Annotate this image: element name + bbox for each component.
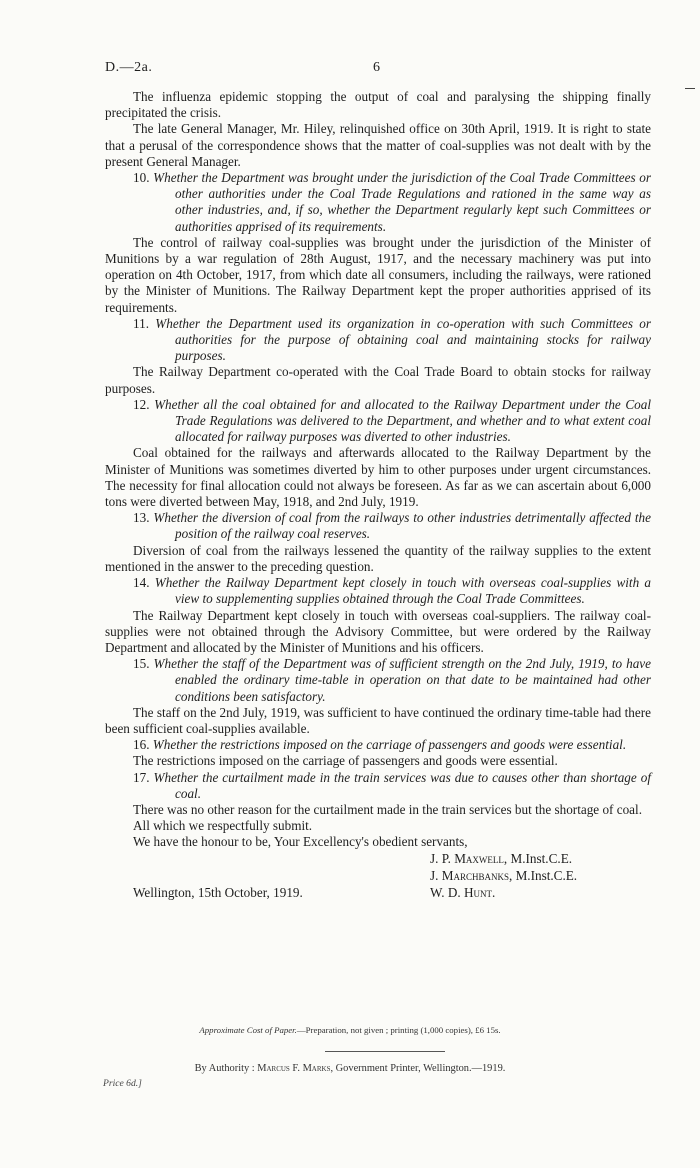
report-body	[105, 89, 651, 902]
question-17	[105, 770, 651, 802]
margin-mark	[685, 88, 695, 89]
page-number: 6	[373, 60, 380, 75]
question-number: 16.	[133, 737, 150, 753]
answer-11: The Railway Department co-operated with the Coal Trade Board to obtain stocks for railway purposes.	[105, 364, 651, 396]
paragraph-general-manager: The late General Manager, Mr. Hiley, relinquished office on 30th April, 1919. It is right to state that a perusal of the correspondence shows that the matter of coal-supplies was not dealt with by the present General Manager.	[105, 121, 651, 169]
signatory-name: J. Marchbanks	[430, 867, 509, 883]
signatory-hunt	[430, 885, 495, 901]
question-16	[105, 737, 651, 753]
question-text: Whether the Department used its organization in co-operation with such Committees or authorities for the purpose of obtaining coal and maintaining stocks for railway purposes.	[155, 315, 652, 364]
question-number: 10.	[133, 170, 150, 186]
question-text: Whether the curtailment made in the train services was due to causes other than shortage of coal.	[153, 769, 652, 801]
signatory-maxwell	[430, 851, 572, 867]
printer-prefix: By Authority :	[194, 1063, 258, 1074]
question-text: Whether all the coal obtained for and allocated to the Railway Department under the Coal Trade Regulations was delivered to the Department, and whether and to what extent coal allocated for railway purposes was diverted to other industries.	[154, 396, 651, 445]
question-11	[105, 316, 651, 365]
answer-17: There was no other reason for the curtailment made in the train services but the shortage of coal.	[133, 801, 642, 817]
closing-honour: We have the honour to be, Your Excellency's obedient servants,	[133, 834, 468, 850]
signatory-name: W. D. Hunt	[430, 884, 492, 900]
cost-label: Approximate Cost of Paper.	[199, 1025, 297, 1035]
signatory-title: .	[491, 884, 496, 900]
answer-14: The Railway Department kept closely in touch with overseas coal-suppliers. The railway coal-supplies were not obtained through the Advisory Committee, but were ordered by the Railway Department and allocated by the Minister of Munitions and his officers.	[105, 607, 651, 655]
question-text: Whether the staff of the Department was of sufficient strength on the 2nd July, 1919, to have enabled the ordinary time-table in operation on that date to be maintained had other conditions been satisfactory.	[153, 656, 652, 704]
question-text: Whether the Department was brought under the jurisdiction of the Coal Trade Committees or other authorities under the Coal Trade Regulations and rationed in the same way as other industries, and, if so, whether the Department regularly kept such Committees or authorities apprised of its requirements.	[153, 170, 652, 234]
question-text: Whether the restrictions imposed on the carriage of passengers and goods were essential.	[152, 737, 627, 753]
signatory-title: , M.Inst.C.E.	[508, 867, 578, 883]
signature-block	[105, 851, 651, 902]
answer-12: Coal obtained for the railways and afterwards allocated to the Railway Department by the Minister of Munitions was sometimes diverted by him to other purposes under urgent circumstances. The necessity for final allocation could not always be foreseen. As far as we can ascertain about 6,000 tons were diverted between May, 1918, and 2nd July, 1919.	[105, 445, 651, 510]
question-number: 11.	[133, 315, 149, 331]
question-text: Whether the Railway Department kept closely in touch with overseas coal-supplies with a view to supplementing supplies obtained through the Coal Trade Committees.	[154, 575, 652, 607]
question-13	[105, 510, 651, 542]
cost-of-paper-note	[0, 1025, 700, 1035]
printer-suffix: , Government Printer, Wellington.—1919.	[330, 1063, 506, 1074]
closing-submit: All which we respectfully submit.	[133, 818, 313, 834]
question-10	[105, 170, 651, 235]
answer-10: The control of railway coal-supplies was brought under the jurisdiction of the Minister of Munitions by a war regulation of 28th August, 1917, and the necessary machinery was put into operation on 4th October, 1917, from which date all consumers, including the railways, were rationed by the Minister of Munitions. The Railway Department kept the proper authorities apprised of its requirements.	[105, 234, 651, 315]
question-number: 12.	[133, 396, 150, 412]
question-number: 14.	[133, 575, 150, 591]
place-and-date: Wellington, 15th October, 1919.	[133, 884, 303, 900]
question-14	[105, 575, 651, 607]
question-number: 17.	[133, 769, 150, 785]
question-text: Whether the diversion of coal from the railways to other industries detrimentally affected the position of the railway coal reserves.	[153, 510, 651, 542]
signatory-title: , M.Inst.C.E.	[503, 850, 573, 866]
answer-13: Diversion of coal from the railways lessened the quantity of the railway supplies to the extent mentioned in the answer to the preceding question.	[105, 542, 651, 574]
signatory-marchbanks	[430, 868, 577, 884]
paragraph-influenza: The influenza epidemic stopping the output of coal and paralysing the shipping finally precipitated the crisis.	[105, 89, 651, 121]
question-number: 15.	[133, 656, 150, 672]
question-15	[105, 656, 651, 705]
printer-line	[0, 1063, 700, 1074]
price-note: Price 6d.]	[103, 1078, 142, 1089]
signatory-name: J. P. Maxwell	[430, 850, 504, 866]
answer-16: The restrictions imposed on the carriage of passengers and goods were essential.	[133, 753, 558, 769]
question-number: 13.	[133, 510, 150, 526]
cost-text: —Preparation, not given ; printing (1,000 copies), £6 15s.	[296, 1025, 501, 1035]
question-12	[105, 397, 651, 446]
answer-15: The staff on the 2nd July, 1919, was sufficient to have continued the ordinary time-table had there been sufficient coal-supplies available.	[105, 704, 651, 736]
document-reference: D.—2a.	[105, 60, 153, 75]
printer-name: Marcus F. Marks	[257, 1063, 331, 1074]
footer-divider	[325, 1051, 445, 1052]
